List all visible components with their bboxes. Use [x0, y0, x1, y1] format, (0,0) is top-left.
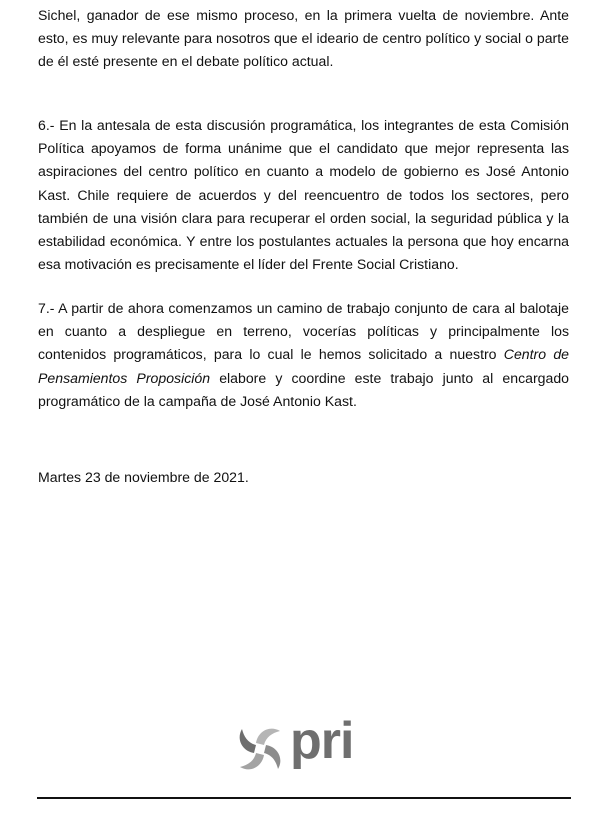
paragraph-7 — [38, 297, 569, 413]
logo-wordmark: pri — [290, 712, 354, 770]
paragraph-7-part2: elabore y coordine este trabajo junto al encargado programático de la campaña de José Antonio Kast. — [38, 369, 569, 409]
pinwheel-logo-icon — [232, 721, 288, 777]
paragraph-continuation: Sichel, ganador de ese mismo proceso, en la primera vuelta de noviembre. Ante esto, es muy relevante para nosotros que el ideario de centro político y social o parte de él esté presente en el debate político actual. — [38, 7, 569, 70]
centro-pensamientos-italic: Centro de Pensamientos Proposición — [38, 346, 569, 386]
logo-blade — [240, 729, 256, 753]
footer-divider — [37, 797, 571, 799]
paragraph-7-part1: 7.- A partir de ahora comenzamos un camino de trabajo conjunto de cara al balotaje en cuanto a despliegue en terreno, vocerías políticas y principalmente los contenidos programáticos, para lo cual le hemos solicitado a nuestro — [38, 300, 569, 363]
pri-logo — [232, 712, 354, 777]
logo-blade — [256, 729, 280, 745]
logo-blade — [240, 753, 264, 769]
paragraph-6: 6.- En la antesala de esta discusión programática, los integrantes de esta Comisión Política apoyamos de forma unánime que el candidato que mejor representa las aspiraciones del centro político en cuanto a modelo de gobierno es José Antonio Kast. Chile requiere de acuerdos y del reencuentro de todos los sectores, pero también de una visión clara para recuperar el orden social, la seguridad pública y la estabilidad económica. Y entre los postulantes actuales la persona que hoy encarna esa motivación es precisamente el líder del Frente Social Cristiano. — [38, 117, 569, 273]
logo-blade — [264, 745, 280, 769]
document-date: Martes 23 de noviembre de 2021. — [38, 469, 249, 485]
